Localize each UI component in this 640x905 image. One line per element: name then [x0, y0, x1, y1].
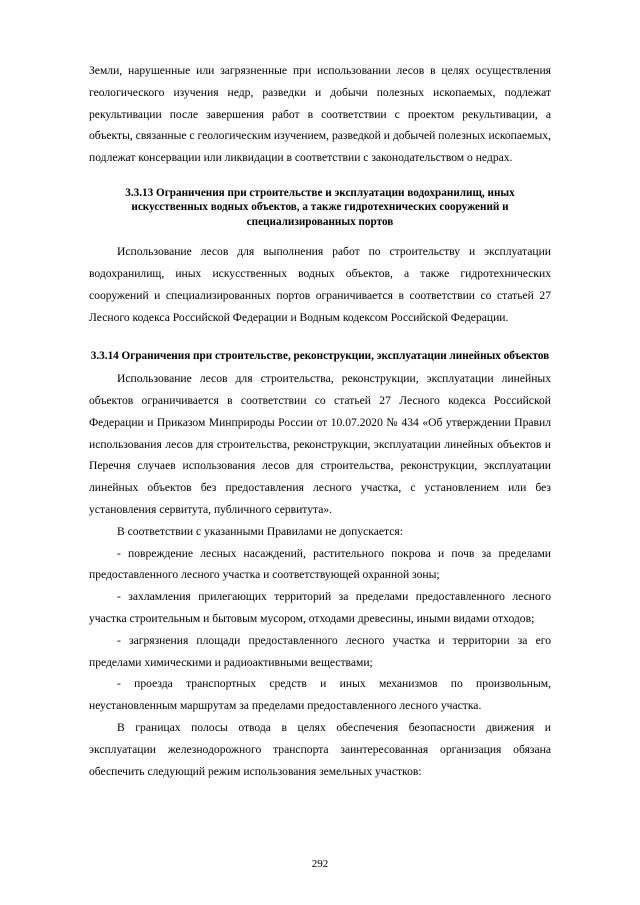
section-heading-3-3-13: 3.3.13 Ограничения при строительстве и эксплуатации водохранилищ, иных искусственных водных объектов, а также гидротехнических сооружений и специализированных портов	[125, 186, 515, 228]
section-3-3-14-paragraph: Использование лесов для строительства, реконструкции, эксплуатации линейных объектов ограничивается в соответствии со статьей 27 Лесного кодекса Российской Федерации и Приказом Минприроды России от 10.07.2020 № 434 «Об утверждении Правил использования лесов для строительства, реконструкции, эксплуатации линейных объектов и Перечня случаев использования лесов для строительства, реконструкции, эксплуатации линейных объектов без предоставления лесного участка, с установлением или без установления сервитута, публичного сервитута».	[89, 372, 551, 516]
continuation-paragraph: Земли, нарушенные или загрязненные при использовании лесов в целях осуществления геологического изучения недр, разведки и добычи полезных ископаемых, подлежат рекультивации после завершения работ в соответствии с проектом рекультивации, а объекты, связанные с геологическим изучением, разведкой и добычей полезных ископаемых, подлежат консервации или ликвидации в соответствии с законодательством о недрах.	[89, 64, 551, 165]
section-3-3-14-paragraph: В границах полосы отвода в целях обеспечения безопасности движения и эксплуатации железнодорожного транспорта заинтересованная организация обязана обеспечить следующий режим использования земельных участков:	[89, 720, 551, 778]
section-3-3-13-paragraph: Использование лесов для выполнения работ по строительству и эксплуатации водохранилищ, иных искусственных водных объектов, а также гидротехнических сооружений и специализированных портов ограничивается в соответствии со статьей 27 Лесного кодекса Российской Федерации и Водным кодексом Российской Федерации.	[89, 245, 551, 324]
document-page	[89, 60, 551, 782]
list-item: - повреждение лесных насаждений, растительного покрова и почв за пределами предоставленного лесного участка и соответствующей охранной зоны;	[89, 546, 551, 582]
list-item: - проезда транспортных средств и иных механизмов по произвольным, неустановленным маршрутам за пределами предоставленного лесного участка.	[89, 677, 551, 713]
list-item: - захламления прилегающих территорий за пределами предоставленного лесного участка строительным и бытовым мусором, отходами древесины, иными видами отходов;	[89, 590, 551, 625]
section-3-3-14-paragraph: В соответствии с указанными Правилами не допускается:	[117, 524, 403, 538]
section-heading-3-3-14: 3.3.14 Ограничения при строительстве, реконструкции, эксплуатации линейных объектов	[90, 349, 550, 362]
page-number: 292	[311, 858, 329, 870]
list-item: - загрязнения площади предоставленного лесного участка и территории за его пределами химическими и радиоактивными веществами;	[89, 633, 551, 669]
